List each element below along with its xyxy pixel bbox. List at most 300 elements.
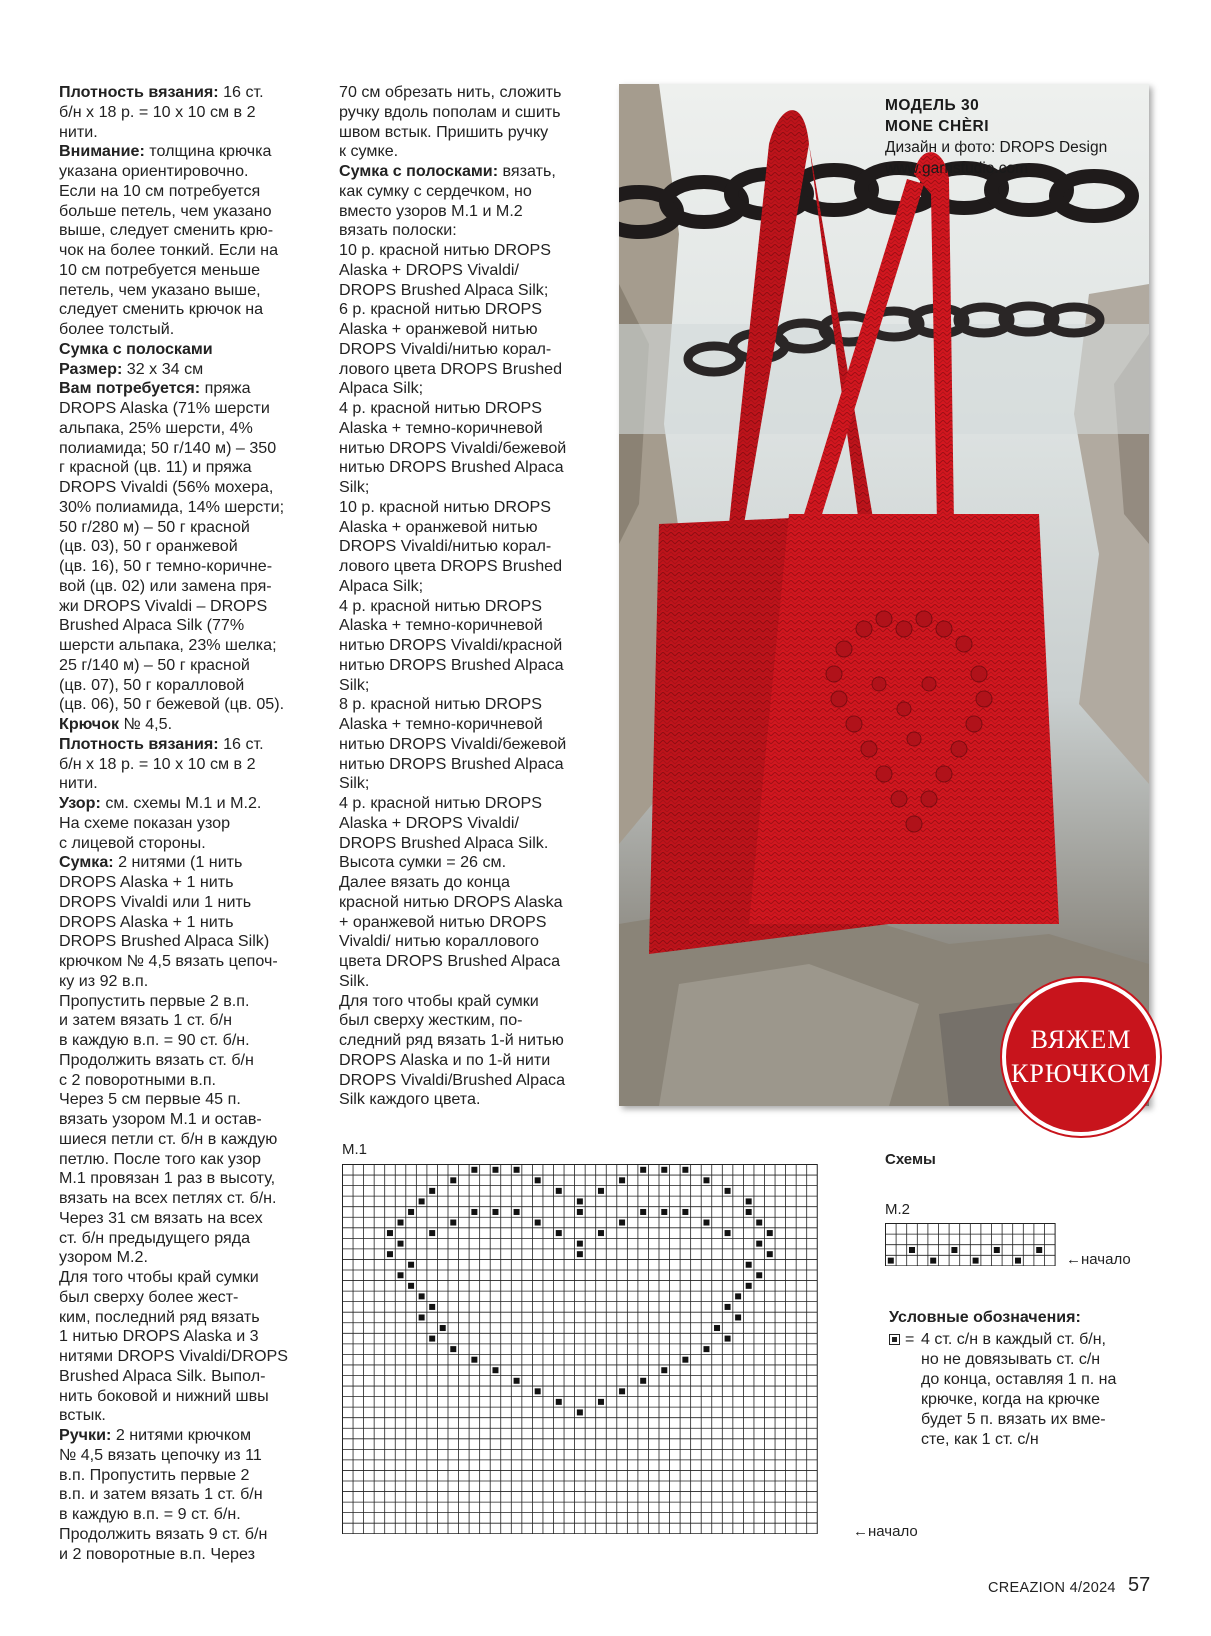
m2-label: М.2 xyxy=(885,1201,911,1218)
line-text: Alaska + темно-коричневой xyxy=(339,715,543,733)
bobble-stitch-mark xyxy=(682,1167,688,1173)
text-line xyxy=(339,162,587,182)
text-line xyxy=(339,478,587,498)
bobble-stitch-mark xyxy=(703,1220,709,1226)
line-text: Vivaldi/ нитью кораллового xyxy=(339,932,540,951)
line-text: Высота сумки = 26 см. xyxy=(339,853,507,872)
line-text: Если на 10 см потребуется xyxy=(59,181,261,200)
m1-label: М.1 xyxy=(342,1141,368,1158)
line-text: нити. xyxy=(59,122,98,141)
line-text: толщина крючка xyxy=(144,142,272,161)
bobble-stitch-mark xyxy=(598,1399,604,1405)
text-line xyxy=(59,1327,309,1347)
text-line xyxy=(59,1248,309,1268)
bobble-stitch-mark xyxy=(725,1336,731,1342)
text-line xyxy=(339,123,587,143)
text-line xyxy=(339,1071,587,1091)
line-text: ким, последний ряд вязать xyxy=(59,1307,260,1326)
bobble-stitch-mark xyxy=(746,1198,752,1204)
bobble-stitch-mark xyxy=(471,1357,477,1363)
text-line xyxy=(339,83,587,103)
text-line xyxy=(59,992,309,1012)
text-line xyxy=(339,1090,587,1110)
line-text: вязать, xyxy=(498,162,556,180)
bobble-stitch-mark xyxy=(767,1251,773,1257)
bags-photo xyxy=(619,84,1152,1106)
bold-term: Вам потребуется: xyxy=(59,379,201,398)
bobble-stitch-mark xyxy=(756,1220,762,1226)
line-text: Alaska + темно-коричневой xyxy=(339,418,543,437)
text-line xyxy=(59,1229,309,1249)
text-line xyxy=(59,142,309,162)
bobble-stitch-mark xyxy=(725,1304,731,1310)
line-text: DROPS Alaska + 1 нить xyxy=(59,912,234,931)
line-text: 25 г/140 м) – 50 г красной xyxy=(59,655,250,674)
line-text: Alaska + темно-коричневой xyxy=(339,616,543,635)
bobble-stitch-mark xyxy=(492,1209,498,1215)
bobble-stitch-mark xyxy=(514,1167,520,1173)
text-line xyxy=(339,636,587,656)
text-line xyxy=(339,202,587,222)
bold-term: Плотность вязания: xyxy=(59,734,219,753)
text-line xyxy=(339,557,587,577)
model-title: MONE CHÈRI xyxy=(885,118,990,135)
bobble-stitch-mark xyxy=(398,1220,404,1226)
line-text: Далее вязать до конца xyxy=(339,873,510,891)
crochet-badge xyxy=(1002,978,1160,1136)
text-line xyxy=(339,695,587,715)
line-text: 4 р. красной нитью DROPS xyxy=(339,596,543,615)
text-line xyxy=(59,873,309,893)
text-line xyxy=(339,972,587,992)
bobble-stitch-mark xyxy=(429,1304,435,1310)
line-text: в каждую в.п. = 9 ст. б/н. xyxy=(59,1505,241,1523)
line-text: в.п. Пропустить первые 2 xyxy=(59,1465,250,1484)
bobble-stitch-mark xyxy=(556,1188,562,1194)
bobble-stitch-mark xyxy=(714,1325,720,1331)
text-line xyxy=(59,1051,309,1071)
text-line xyxy=(59,261,309,281)
bobble-stitch-mark xyxy=(387,1230,393,1236)
text-line xyxy=(59,1387,309,1407)
text-line xyxy=(339,597,587,617)
page-number: 57 xyxy=(1128,1574,1151,1596)
text-line xyxy=(339,439,587,459)
text-line xyxy=(59,577,309,597)
line-text: был сверху более жест- xyxy=(59,1287,239,1306)
line-text: и затем вязать 1 ст. б/н xyxy=(59,1011,232,1030)
line-text: как сумку с сердечком, но xyxy=(339,181,532,200)
bobble-stitch-mark xyxy=(1036,1247,1042,1253)
bobble-stitch-mark xyxy=(429,1230,435,1236)
line-text: 4 р. красной нитью DROPS xyxy=(339,794,543,812)
bobble-stitch-mark xyxy=(440,1325,446,1331)
line-text: полиамида; 50 г/140 м) – 350 xyxy=(59,438,277,457)
line-text: На схеме показан узор xyxy=(59,813,231,832)
bobble-stitch-mark xyxy=(661,1167,667,1173)
m2-chart-grid xyxy=(885,1223,1056,1266)
bobble-stitch-mark xyxy=(577,1198,583,1204)
grid-border xyxy=(343,1165,818,1534)
line-text: нитью DROPS Vivaldi/красной xyxy=(339,636,563,654)
line-text: Alaska + DROPS Vivaldi/ xyxy=(339,260,519,279)
line-text: нитью DROPS Brushed Alpaca xyxy=(339,655,564,674)
line-text: Продолжить вязать ст. б/н xyxy=(59,1050,254,1069)
line-text: вязать узором М.1 и остав- xyxy=(59,1110,262,1128)
bobble-stitch-mark xyxy=(419,1293,425,1299)
text-line xyxy=(339,103,587,123)
text-line xyxy=(59,1308,309,1328)
line-text: и 2 поворотные в.п. Через xyxy=(59,1544,255,1563)
line-text: Alaska + оранжевой нитью xyxy=(339,517,538,536)
line-text: петлю. После того как узор xyxy=(59,1149,262,1168)
line-text: вязать полоски: xyxy=(339,221,457,240)
text-line xyxy=(339,458,587,478)
line-text: встык. xyxy=(59,1406,106,1425)
line-text: Alaska + оранжевой нитью xyxy=(339,320,538,338)
text-line xyxy=(59,972,309,992)
line-text: 8 р. красной нитью DROPS xyxy=(339,695,543,714)
line-text: № 4,5. xyxy=(119,715,173,733)
line-text: DROPS Brushed Alpaca Silk. xyxy=(339,833,549,852)
text-line xyxy=(339,616,587,636)
bobble-stitch-mark xyxy=(471,1167,477,1173)
bold-term: Узор: xyxy=(59,794,101,812)
line-text: цвета DROPS Brushed Alpaca xyxy=(339,952,561,970)
text-line xyxy=(339,537,587,557)
text-line xyxy=(339,399,587,419)
design-credit: Дизайн и фото: DROPS Design xyxy=(885,139,1108,156)
line-text: лового цвета DROPS Brushed xyxy=(339,359,563,378)
line-text: Alpaca Silk; xyxy=(339,576,424,595)
text-line xyxy=(339,932,587,952)
line-text: Для того чтобы край сумки xyxy=(339,991,539,1010)
bobble-stitch-mark xyxy=(450,1177,456,1183)
text-line xyxy=(59,320,309,340)
line-text: 16 ст. xyxy=(218,734,264,753)
text-line xyxy=(59,636,309,656)
bobble-stitch-mark xyxy=(640,1209,646,1215)
instructions-column-2 xyxy=(339,83,587,1110)
bobble-stitch-mark xyxy=(408,1209,414,1215)
legend-equals: = xyxy=(905,1331,915,1348)
m1-chart-grid xyxy=(342,1164,818,1534)
bobble-stitch-mark xyxy=(577,1251,583,1257)
bobble-stitch-mark xyxy=(661,1367,667,1373)
line-text: жи DROPS Vivaldi – DROPS xyxy=(59,596,268,615)
text-line xyxy=(339,834,587,854)
legend-line: сте, как 1 ст. с/н xyxy=(921,1431,1039,1448)
text-line xyxy=(339,498,587,518)
line-text: см. схемы М.1 и М.2. xyxy=(100,794,262,812)
line-text: Для того чтобы край сумки xyxy=(59,1268,259,1286)
website: www.garnstudio.com xyxy=(885,160,1029,177)
text-line xyxy=(59,557,309,577)
text-line xyxy=(339,656,587,676)
schemes-title: Схемы xyxy=(885,1151,936,1168)
line-text: 4 р. красной нитью DROPS xyxy=(339,399,543,417)
line-text: пряжа xyxy=(200,379,251,398)
text-line xyxy=(339,261,587,281)
text-line xyxy=(59,202,309,222)
bobble-stitch-mark xyxy=(556,1230,562,1236)
text-line xyxy=(59,1288,309,1308)
text-line xyxy=(59,419,309,439)
line-text: чок на более тонкий. Если на xyxy=(59,241,279,259)
text-line xyxy=(59,1505,309,1525)
line-text: (цв. 16), 50 г темно-коричне- xyxy=(59,557,273,575)
text-line xyxy=(339,794,587,814)
bobble-stitch-mark xyxy=(661,1209,667,1215)
text-line xyxy=(339,379,587,399)
line-text: 10 р. красной нитью DROPS xyxy=(339,241,551,259)
text-line xyxy=(339,419,587,439)
text-line xyxy=(59,281,309,301)
text-line xyxy=(339,1031,587,1051)
bobble-stitch-mark xyxy=(535,1388,541,1394)
bobble-stitch-mark xyxy=(746,1283,752,1289)
model-credit xyxy=(885,95,1107,179)
line-text: DROPS Vivaldi или 1 нить xyxy=(59,892,252,911)
text-line xyxy=(59,715,309,735)
line-text: Brushed Alpaca Silk. Выпол- xyxy=(59,1366,266,1385)
line-text: нитью DROPS Vivaldi/бежевой xyxy=(339,734,567,753)
text-line xyxy=(59,1071,309,1091)
bobble-stitch-icon xyxy=(889,1334,900,1345)
text-line xyxy=(339,281,587,301)
bold-term: Крючок xyxy=(59,715,120,733)
line-text: Brushed Alpaca Silk (77% xyxy=(59,616,245,635)
line-text: вязать на всех петлях ст. б/н. xyxy=(59,1189,277,1207)
text-line xyxy=(59,1347,309,1367)
line-text: б/н х 18 р. = 10 х 10 см в 2 xyxy=(59,102,256,121)
text-line xyxy=(59,1031,309,1051)
text-line xyxy=(59,1525,309,1545)
line-text: 16 ст. xyxy=(218,83,264,101)
bobble-stitch-mark xyxy=(746,1262,752,1268)
bobble-stitch-mark xyxy=(577,1209,583,1215)
line-text: выше, следует сменить крю- xyxy=(59,221,274,240)
bobble-stitch-mark xyxy=(1015,1258,1021,1264)
text-line xyxy=(339,182,587,202)
text-line xyxy=(59,399,309,419)
text-line xyxy=(59,1466,309,1486)
bobble-stitch-mark xyxy=(703,1177,709,1183)
text-line xyxy=(59,1189,309,1209)
legend-text xyxy=(921,1330,1129,1450)
line-text: Silk. xyxy=(339,971,370,990)
line-text: более толстый. xyxy=(59,320,175,338)
line-text: 10 р. красной нитью DROPS xyxy=(339,497,551,516)
line-text: крючком № 4,5 вязать цепоч- xyxy=(59,952,278,970)
text-line xyxy=(59,300,309,320)
text-line xyxy=(59,498,309,518)
text-line xyxy=(59,458,309,478)
legend-entry xyxy=(889,1330,1129,1450)
text-line xyxy=(339,952,587,972)
line-text: Silk; xyxy=(339,675,370,694)
line-text: следует сменить крючок на xyxy=(59,300,264,319)
legend xyxy=(889,1308,1129,1450)
text-line xyxy=(339,300,587,320)
line-text: г красной (цв. 11) и пряжа xyxy=(59,458,252,477)
line-text: швом встык. Пришить ручку xyxy=(339,122,549,141)
text-line xyxy=(59,123,309,143)
line-text: DROPS Alaska и по 1-й нити xyxy=(339,1050,551,1069)
text-line xyxy=(59,221,309,241)
bobble-stitch-mark xyxy=(640,1167,646,1173)
line-text: Пропустить первые 2 в.п. xyxy=(59,991,250,1010)
legend-line: крючке, когда на крючке xyxy=(921,1391,1100,1408)
line-text: был сверху жестким, по- xyxy=(339,1011,523,1030)
text-line xyxy=(59,932,309,952)
text-line xyxy=(59,695,309,715)
bobble-stitch-mark xyxy=(419,1198,425,1204)
text-line xyxy=(339,241,587,261)
instructions-column-1 xyxy=(59,83,309,1564)
text-line xyxy=(59,616,309,636)
m2-start-label: ←начало xyxy=(1066,1251,1131,1268)
text-line xyxy=(339,1051,587,1071)
line-text: DROPS Vivaldi/нитью корал- xyxy=(339,537,552,556)
line-text: 50 г/280 м) – 50 г красной xyxy=(59,517,250,536)
text-line xyxy=(59,1545,309,1565)
bold-term: Сумка с полосками xyxy=(59,339,213,358)
line-text: нить боковой и нижний швы xyxy=(59,1386,269,1405)
line-text: 6 р. красной нитью DROPS xyxy=(339,300,543,319)
text-line xyxy=(59,1011,309,1031)
line-text: б/н х 18 р. = 10 х 10 см в 2 xyxy=(59,754,256,773)
text-line xyxy=(59,1110,309,1130)
line-text: DROPS Brushed Alpaca Silk; xyxy=(339,280,549,299)
legend-title: Условные обозначения: xyxy=(889,1309,1081,1326)
bobble-stitch-mark xyxy=(492,1367,498,1373)
text-line xyxy=(339,577,587,597)
bobble-stitch-mark xyxy=(735,1314,741,1320)
line-text: DROPS Brushed Alpaca Silk) xyxy=(59,932,270,951)
line-text: Alpaca Silk; xyxy=(339,379,424,398)
bobble-stitch-mark xyxy=(888,1258,894,1264)
bobble-stitch-mark xyxy=(619,1177,625,1183)
bobble-stitch-mark xyxy=(682,1209,688,1215)
line-text: Продолжить вязать 9 ст. б/н xyxy=(59,1524,268,1543)
bobble-stitch-mark xyxy=(994,1247,1000,1253)
text-line xyxy=(59,755,309,775)
bobble-stitch-mark xyxy=(598,1230,604,1236)
bobble-stitch-mark xyxy=(909,1247,915,1253)
text-line xyxy=(59,1446,309,1466)
bobble-stitch-mark xyxy=(387,1251,393,1257)
line-text: 1 нитью DROPS Alaska и 3 xyxy=(59,1327,259,1346)
line-text: нити. xyxy=(59,774,98,793)
line-text: 2 нитями крючком xyxy=(111,1426,252,1444)
line-text: шерсти альпака, 23% шелка; xyxy=(59,636,277,654)
bobble-stitch-mark xyxy=(419,1314,425,1320)
text-line xyxy=(59,360,309,380)
line-text: 2 нитями (1 нить xyxy=(113,853,243,872)
text-line xyxy=(59,1268,309,1288)
line-text: DROPS Alaska (71% шерсти xyxy=(59,399,270,417)
bobble-stitch-mark xyxy=(619,1388,625,1394)
line-text: в каждую в.п. = 90 ст. б/н. xyxy=(59,1031,250,1049)
line-text: Alaska + DROPS Vivaldi/ xyxy=(339,813,519,832)
bold-term: Ручки: xyxy=(59,1426,112,1444)
text-line xyxy=(339,913,587,933)
bobble-stitch-mark xyxy=(408,1262,414,1268)
badge-line-1: ВЯЖЕМ xyxy=(1030,1025,1132,1054)
line-text: (цв. 03), 50 г оранжевой xyxy=(59,537,238,556)
text-line xyxy=(59,1485,309,1505)
model-number: МОДЕЛЬ 30 xyxy=(885,97,980,114)
bobble-stitch-mark xyxy=(471,1209,477,1215)
line-text: № 4,5 вязать цепочку из 11 xyxy=(59,1445,262,1464)
line-text: нитью DROPS Brushed Alpaca xyxy=(339,754,564,773)
bobble-stitch-mark xyxy=(535,1220,541,1226)
bold-term: Внимание: xyxy=(59,142,145,161)
text-line xyxy=(59,1367,309,1387)
line-text: нитями DROPS Vivaldi/DROPS xyxy=(59,1347,289,1365)
text-line xyxy=(59,814,309,834)
bobble-stitch-mark xyxy=(450,1346,456,1352)
text-line xyxy=(339,814,587,834)
bold-term: Размер: xyxy=(59,359,123,378)
bold-term: Сумка: xyxy=(59,853,114,872)
line-text: Silk; xyxy=(339,478,370,496)
line-text: ст. б/н предыдущего ряда xyxy=(59,1228,251,1247)
text-line xyxy=(339,676,587,696)
bobble-stitch-mark xyxy=(746,1209,752,1215)
line-text: Через 5 см первые 45 п. xyxy=(59,1090,241,1109)
line-text: DROPS Vivaldi/Brushed Alpaca xyxy=(339,1070,566,1089)
line-text: ручку вдоль пополам и сшить xyxy=(339,102,561,121)
bold-term: Сумка с полосками: xyxy=(339,162,499,180)
line-text: красной нитью DROPS Alaska xyxy=(339,892,563,911)
bobble-stitch-mark xyxy=(398,1241,404,1247)
text-line xyxy=(59,597,309,617)
text-line xyxy=(59,83,309,103)
text-line xyxy=(59,952,309,972)
text-line xyxy=(59,340,309,360)
text-line xyxy=(59,853,309,873)
badge-line-2: КРЮЧКОМ xyxy=(1010,1059,1152,1088)
text-line xyxy=(59,241,309,261)
text-line xyxy=(59,439,309,459)
text-line xyxy=(59,1406,309,1426)
line-text: вместо узоров М.1 и М.2 xyxy=(339,201,523,220)
bobble-stitch-mark xyxy=(429,1336,435,1342)
bobble-stitch-mark xyxy=(429,1188,435,1194)
text-line xyxy=(339,735,587,755)
text-line xyxy=(339,893,587,913)
text-line xyxy=(59,656,309,676)
text-line xyxy=(339,360,587,380)
text-line xyxy=(339,992,587,1012)
line-text: больше петель, чем указано xyxy=(59,201,272,220)
text-line xyxy=(59,913,309,933)
text-line xyxy=(59,735,309,755)
line-text: 32 х 34 см xyxy=(122,359,204,378)
bobble-stitch-mark xyxy=(598,1188,604,1194)
line-text: нитью DROPS Brushed Alpaca xyxy=(339,458,564,477)
bobble-stitch-mark xyxy=(492,1167,498,1173)
legend-line: но не довязывать ст. с/н xyxy=(921,1351,1101,1368)
text-line xyxy=(339,774,587,794)
legend-line: 4 ст. с/н в каждый ст. б/н, xyxy=(921,1331,1106,1348)
text-line xyxy=(339,873,587,893)
line-text: Через 31 см вязать на всех xyxy=(59,1208,263,1227)
bobble-stitch-mark xyxy=(556,1399,562,1405)
text-line xyxy=(59,162,309,182)
